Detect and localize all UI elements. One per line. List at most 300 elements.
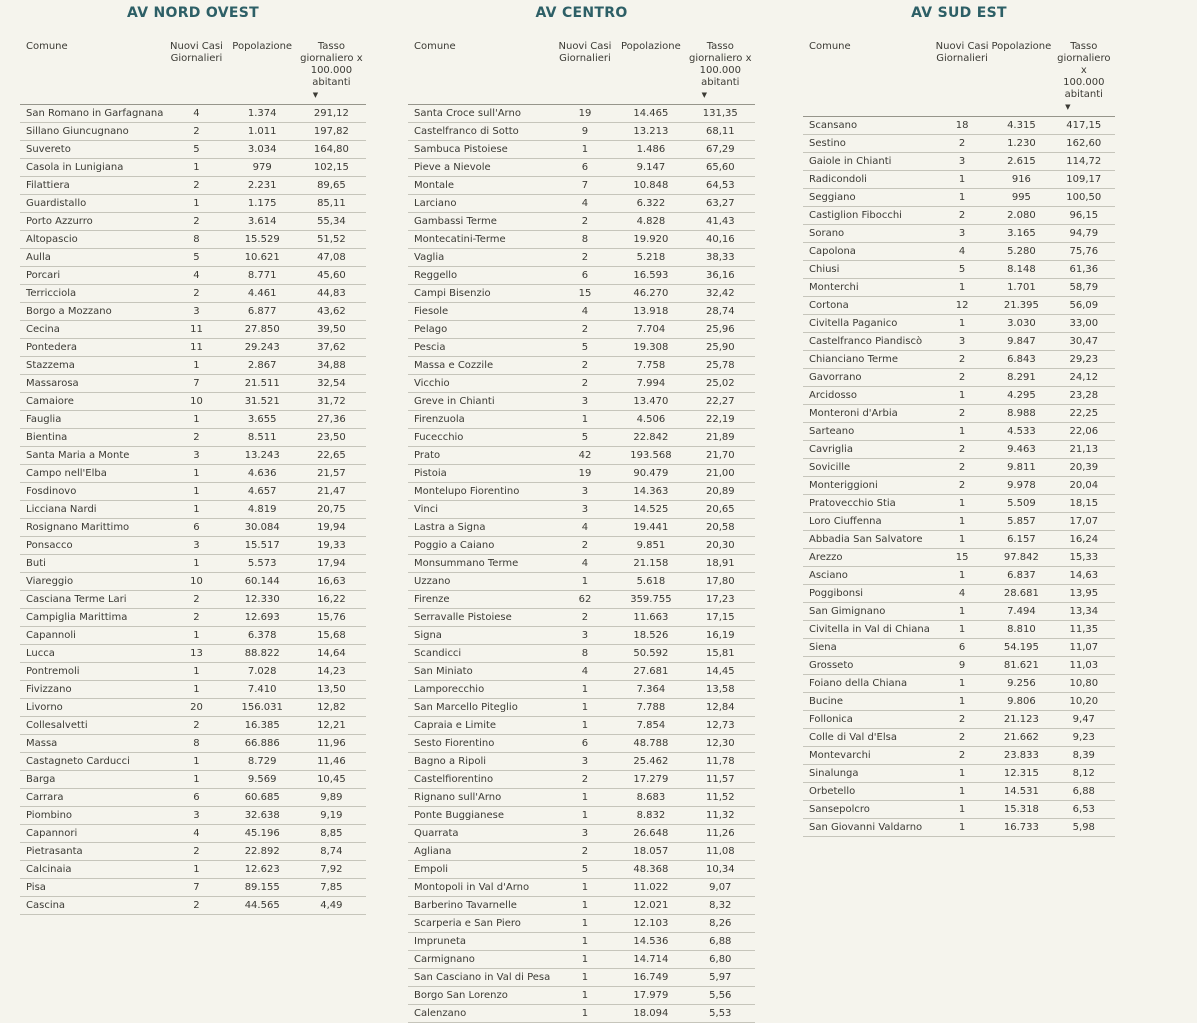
tasso-cell: 25,02 — [686, 375, 755, 393]
comune-cell: Viareggio — [20, 573, 165, 591]
popolazione-cell: 4.828 — [616, 213, 685, 231]
tasso-cell: 11,57 — [686, 771, 755, 789]
tasso-cell: 197,82 — [297, 123, 366, 141]
tasso-cell: 21,89 — [686, 429, 755, 447]
popolazione-cell: 8.148 — [990, 261, 1052, 279]
nuovi-casi-cell: 8 — [165, 231, 227, 249]
comune-cell: Sesto Fiorentino — [408, 735, 554, 753]
column-header-comune[interactable]: Comune — [20, 41, 165, 105]
popolazione-cell: 48.788 — [616, 735, 685, 753]
data-table — [803, 41, 1115, 837]
popolazione-cell: 16.749 — [616, 969, 685, 987]
tasso-cell: 13,58 — [686, 681, 755, 699]
comune-cell: Altopascio — [20, 231, 165, 249]
comune-cell: Civitella Paganico — [803, 315, 934, 333]
nuovi-casi-cell: 1 — [934, 675, 990, 693]
nuovi-casi-cell: 1 — [165, 411, 227, 429]
popolazione-cell: 16.593 — [616, 267, 685, 285]
header-line: 100.000 — [1063, 77, 1105, 88]
tasso-cell: 20,65 — [686, 501, 755, 519]
comune-cell: Serravalle Pistoiese — [408, 609, 554, 627]
table-row — [408, 213, 755, 231]
popolazione-cell: 8.729 — [228, 753, 297, 771]
column-header-nuovi-casi[interactable] — [934, 41, 990, 117]
comune-cell: Ponsacco — [20, 537, 165, 555]
nuovi-casi-cell: 2 — [934, 747, 990, 765]
comune-cell: Campo nell'Elba — [20, 465, 165, 483]
nuovi-casi-cell: 1 — [934, 315, 990, 333]
comune-cell: Livorno — [20, 699, 165, 717]
table-body — [20, 105, 366, 915]
nuovi-casi-cell: 2 — [165, 717, 227, 735]
table-row — [408, 321, 755, 339]
popolazione-cell: 13.243 — [228, 447, 297, 465]
nuovi-casi-cell: 6 — [554, 159, 616, 177]
nuovi-casi-cell: 2 — [554, 321, 616, 339]
table-row — [20, 591, 366, 609]
table-row — [408, 951, 755, 969]
comune-cell: Massa e Cozzile — [408, 357, 554, 375]
popolazione-cell: 4.533 — [990, 423, 1052, 441]
column-header-tasso[interactable] — [686, 41, 755, 105]
table-row — [20, 159, 366, 177]
nuovi-casi-cell: 1 — [554, 699, 616, 717]
popolazione-cell: 23.833 — [990, 747, 1052, 765]
comune-cell: Massa — [20, 735, 165, 753]
popolazione-cell: 4.506 — [616, 411, 685, 429]
comune-cell: Castelfiorentino — [408, 771, 554, 789]
table-row — [408, 879, 755, 897]
popolazione-cell: 4.295 — [990, 387, 1052, 405]
table-row — [803, 711, 1115, 729]
nuovi-casi-cell: 1 — [934, 621, 990, 639]
table-row — [20, 429, 366, 447]
popolazione-cell: 21.123 — [990, 711, 1052, 729]
table-row — [408, 843, 755, 861]
comune-cell: Monteroni d'Arbia — [803, 405, 934, 423]
nuovi-casi-cell: 1 — [554, 141, 616, 159]
nuovi-casi-cell: 2 — [934, 135, 990, 153]
nuovi-casi-cell: 3 — [554, 627, 616, 645]
nuovi-casi-cell: 2 — [554, 213, 616, 231]
comune-cell: Monterchi — [803, 279, 934, 297]
header-line: giornaliero x — [689, 53, 752, 64]
nuovi-casi-cell: 9 — [554, 123, 616, 141]
comune-cell: Pontremoli — [20, 663, 165, 681]
popolazione-cell: 7.028 — [228, 663, 297, 681]
popolazione-cell: 1.701 — [990, 279, 1052, 297]
comune-cell: Aulla — [20, 249, 165, 267]
nuovi-casi-cell: 3 — [934, 333, 990, 351]
popolazione-cell: 5.280 — [990, 243, 1052, 261]
nuovi-casi-cell: 1 — [934, 423, 990, 441]
tasso-cell: 8,39 — [1053, 747, 1115, 765]
comune-cell: Castiglion Fibocchi — [803, 207, 934, 225]
popolazione-cell: 916 — [990, 171, 1052, 189]
comune-cell: Carmignano — [408, 951, 554, 969]
popolazione-cell: 5.618 — [616, 573, 685, 591]
comune-cell: Gambassi Terme — [408, 213, 554, 231]
popolazione-cell: 7.364 — [616, 681, 685, 699]
table-row — [408, 249, 755, 267]
comune-cell: Prato — [408, 447, 554, 465]
nuovi-casi-cell: 4 — [554, 195, 616, 213]
table-row — [408, 501, 755, 519]
column-header-nuovi-casi[interactable] — [165, 41, 227, 105]
comune-cell: Camaiore — [20, 393, 165, 411]
nuovi-casi-cell: 8 — [554, 645, 616, 663]
table-row — [20, 537, 366, 555]
header-line: Giornalieri — [170, 53, 223, 64]
sort-desc-icon[interactable]: ▼ — [312, 91, 319, 99]
table-row — [408, 627, 755, 645]
nuovi-casi-cell: 1 — [165, 861, 227, 879]
table-row — [408, 105, 755, 123]
tasso-cell: 96,15 — [1053, 207, 1115, 225]
nuovi-casi-cell: 2 — [934, 459, 990, 477]
popolazione-cell: 3.034 — [228, 141, 297, 159]
comune-cell: Grosseto — [803, 657, 934, 675]
tasso-cell: 131,35 — [686, 105, 755, 123]
header-line: abitanti — [1064, 89, 1103, 100]
popolazione-cell: 5.218 — [616, 249, 685, 267]
popolazione-cell: 9.811 — [990, 459, 1052, 477]
nuovi-casi-cell: 5 — [165, 141, 227, 159]
nuovi-casi-cell: 5 — [554, 429, 616, 447]
nuovi-casi-cell: 1 — [165, 663, 227, 681]
table-row — [408, 159, 755, 177]
nuovi-casi-cell: 2 — [165, 123, 227, 141]
popolazione-cell: 12.315 — [990, 765, 1052, 783]
table-row — [20, 177, 366, 195]
nuovi-casi-cell: 19 — [554, 105, 616, 123]
nuovi-casi-cell: 5 — [165, 249, 227, 267]
table-row — [803, 225, 1115, 243]
comune-cell: Scarperia e San Piero — [408, 915, 554, 933]
comune-cell: Monteriggioni — [803, 477, 934, 495]
tasso-cell: 36,16 — [686, 267, 755, 285]
column-header-comune[interactable]: Comune — [803, 41, 934, 117]
table-row — [803, 765, 1115, 783]
nuovi-casi-cell: 1 — [165, 465, 227, 483]
comune-cell: Poggio a Caiano — [408, 537, 554, 555]
popolazione-cell: 9.978 — [990, 477, 1052, 495]
table-av-sud-est — [803, 0, 1115, 837]
popolazione-cell: 10.621 — [228, 249, 297, 267]
table-row — [20, 483, 366, 501]
table-row — [408, 393, 755, 411]
popolazione-cell: 9.847 — [990, 333, 1052, 351]
table-av-centro — [408, 0, 755, 1023]
comune-cell: Cavriglia — [803, 441, 934, 459]
comune-cell: Monsummano Terme — [408, 555, 554, 573]
table-row — [408, 267, 755, 285]
table-row — [803, 477, 1115, 495]
table-row — [408, 897, 755, 915]
sort-desc-icon[interactable]: ▼ — [1065, 103, 1071, 111]
nuovi-casi-cell: 5 — [554, 861, 616, 879]
nuovi-casi-cell: 3 — [165, 537, 227, 555]
table-row — [408, 465, 755, 483]
popolazione-cell: 12.693 — [228, 609, 297, 627]
table-row — [20, 375, 366, 393]
nuovi-casi-cell: 8 — [165, 735, 227, 753]
table-body — [803, 117, 1115, 837]
comune-cell: Lastra a Signa — [408, 519, 554, 537]
table-row — [803, 333, 1115, 351]
table-row — [803, 405, 1115, 423]
column-header-popolazione[interactable]: Popolazione — [616, 41, 685, 105]
comune-cell: Porcari — [20, 267, 165, 285]
popolazione-cell: 13.918 — [616, 303, 685, 321]
table-row — [20, 339, 366, 357]
tasso-cell: 11,46 — [297, 753, 366, 771]
popolazione-cell: 81.621 — [990, 657, 1052, 675]
comune-cell: Fivizzano — [20, 681, 165, 699]
comune-cell: Sorano — [803, 225, 934, 243]
tasso-cell: 8,74 — [297, 843, 366, 861]
tasso-cell: 24,12 — [1053, 369, 1115, 387]
popolazione-cell: 48.368 — [616, 861, 685, 879]
table-row — [20, 393, 366, 411]
header-line: Giornalieri — [936, 53, 988, 64]
column-header-tasso[interactable] — [297, 41, 366, 105]
table-row — [20, 321, 366, 339]
popolazione-cell: 50.592 — [616, 645, 685, 663]
table-row — [20, 105, 366, 123]
tasso-cell: 8,26 — [686, 915, 755, 933]
popolazione-cell: 14.525 — [616, 501, 685, 519]
tasso-cell: 9,47 — [1053, 711, 1115, 729]
tasso-cell: 58,79 — [1053, 279, 1115, 297]
nuovi-casi-cell: 7 — [554, 177, 616, 195]
tasso-cell: 13,95 — [1053, 585, 1115, 603]
nuovi-casi-cell: 12 — [934, 297, 990, 315]
comune-cell: Firenzuola — [408, 411, 554, 429]
comune-cell: San Miniato — [408, 663, 554, 681]
nuovi-casi-cell: 15 — [934, 549, 990, 567]
tasso-cell: 68,11 — [686, 123, 755, 141]
tasso-cell: 9,23 — [1053, 729, 1115, 747]
nuovi-casi-cell: 11 — [165, 321, 227, 339]
column-header-tasso[interactable] — [1053, 41, 1115, 117]
comune-cell: Agliana — [408, 843, 554, 861]
tasso-cell: 75,76 — [1053, 243, 1115, 261]
table-row — [803, 603, 1115, 621]
table-row — [408, 969, 755, 987]
nuovi-casi-cell: 4 — [554, 663, 616, 681]
nuovi-casi-cell: 1 — [554, 789, 616, 807]
nuovi-casi-cell: 1 — [934, 513, 990, 531]
popolazione-cell: 19.308 — [616, 339, 685, 357]
table-row — [803, 783, 1115, 801]
tasso-cell: 56,09 — [1053, 297, 1115, 315]
popolazione-cell: 4.819 — [228, 501, 297, 519]
nuovi-casi-cell: 1 — [554, 951, 616, 969]
table-row — [408, 807, 755, 825]
nuovi-casi-cell: 19 — [554, 465, 616, 483]
tasso-cell: 20,04 — [1053, 477, 1115, 495]
tasso-cell: 19,33 — [297, 537, 366, 555]
nuovi-casi-cell: 8 — [554, 231, 616, 249]
tasso-cell: 64,53 — [686, 177, 755, 195]
tasso-cell: 11,32 — [686, 807, 755, 825]
popolazione-cell: 6.877 — [228, 303, 297, 321]
popolazione-cell: 15.529 — [228, 231, 297, 249]
popolazione-cell: 45.196 — [228, 825, 297, 843]
tasso-cell: 16,63 — [297, 573, 366, 591]
nuovi-casi-cell: 1 — [165, 357, 227, 375]
comune-cell: Montopoli in Val d'Arno — [408, 879, 554, 897]
table-row — [408, 123, 755, 141]
table-row — [20, 825, 366, 843]
table-row — [803, 459, 1115, 477]
comune-cell: Montecatini-Terme — [408, 231, 554, 249]
popolazione-cell: 5.509 — [990, 495, 1052, 513]
table-row — [803, 387, 1115, 405]
tasso-cell: 12,30 — [686, 735, 755, 753]
tasso-cell: 31,72 — [297, 393, 366, 411]
popolazione-cell: 3.614 — [228, 213, 297, 231]
column-header-popolazione[interactable]: Popolazione — [228, 41, 297, 105]
tasso-cell: 11,08 — [686, 843, 755, 861]
nuovi-casi-cell: 15 — [554, 285, 616, 303]
tasso-cell: 6,88 — [1053, 783, 1115, 801]
tasso-cell: 11,03 — [1053, 657, 1115, 675]
tasso-cell: 6,80 — [686, 951, 755, 969]
popolazione-cell: 7.854 — [616, 717, 685, 735]
table-row — [20, 735, 366, 753]
comune-cell: Vaglia — [408, 249, 554, 267]
popolazione-cell: 97.842 — [990, 549, 1052, 567]
comune-cell: Montelupo Fiorentino — [408, 483, 554, 501]
table-row — [803, 207, 1115, 225]
popolazione-cell: 6.843 — [990, 351, 1052, 369]
nuovi-casi-cell: 2 — [165, 213, 227, 231]
nuovi-casi-cell: 4 — [554, 555, 616, 573]
comune-cell: Sansepolcro — [803, 801, 934, 819]
comune-cell: Sestino — [803, 135, 934, 153]
comune-cell: San Casciano in Val di Pesa — [408, 969, 554, 987]
tasso-cell: 23,50 — [297, 429, 366, 447]
table-row — [20, 609, 366, 627]
table-row — [803, 819, 1115, 837]
table-row — [408, 645, 755, 663]
popolazione-cell: 44.565 — [228, 897, 297, 915]
comune-cell: Chianciano Terme — [803, 351, 934, 369]
popolazione-cell: 12.103 — [616, 915, 685, 933]
tasso-cell: 10,20 — [1053, 693, 1115, 711]
comune-cell: Radicondoli — [803, 171, 934, 189]
popolazione-cell: 9.256 — [990, 675, 1052, 693]
popolazione-cell: 5.573 — [228, 555, 297, 573]
tasso-cell: 12,84 — [686, 699, 755, 717]
nuovi-casi-cell: 1 — [554, 897, 616, 915]
nuovi-casi-cell: 2 — [165, 177, 227, 195]
popolazione-cell: 1.374 — [228, 105, 297, 123]
tasso-cell: 20,30 — [686, 537, 755, 555]
comune-cell: Larciano — [408, 195, 554, 213]
comune-cell: Carrara — [20, 789, 165, 807]
comune-cell: Poggibonsi — [803, 585, 934, 603]
table-row — [408, 861, 755, 879]
tasso-cell: 21,00 — [686, 465, 755, 483]
tasso-cell: 17,07 — [1053, 513, 1115, 531]
tasso-cell: 19,94 — [297, 519, 366, 537]
popolazione-cell: 14.714 — [616, 951, 685, 969]
popolazione-cell: 13.213 — [616, 123, 685, 141]
popolazione-cell: 2.867 — [228, 357, 297, 375]
popolazione-cell: 7.410 — [228, 681, 297, 699]
nuovi-casi-cell: 2 — [934, 441, 990, 459]
comune-cell: San Romano in Garfagnana — [20, 105, 165, 123]
popolazione-cell: 27.681 — [616, 663, 685, 681]
table-row — [408, 537, 755, 555]
comune-cell: Scansano — [803, 117, 934, 135]
table-row — [803, 693, 1115, 711]
comune-cell: Abbadia San Salvatore — [803, 531, 934, 549]
nuovi-casi-cell: 5 — [554, 339, 616, 357]
nuovi-casi-cell: 3 — [554, 825, 616, 843]
comune-cell: Castagneto Carducci — [20, 753, 165, 771]
popolazione-cell: 8.988 — [990, 405, 1052, 423]
table-row — [20, 231, 366, 249]
nuovi-casi-cell: 2 — [554, 249, 616, 267]
popolazione-cell: 995 — [990, 189, 1052, 207]
comune-cell: Sarteano — [803, 423, 934, 441]
tasso-cell: 21,13 — [1053, 441, 1115, 459]
nuovi-casi-cell: 1 — [554, 1005, 616, 1023]
table-row — [803, 657, 1115, 675]
table-row — [20, 645, 366, 663]
popolazione-cell: 12.330 — [228, 591, 297, 609]
comune-cell: Quarrata — [408, 825, 554, 843]
nuovi-casi-cell: 10 — [165, 573, 227, 591]
tasso-cell: 22,19 — [686, 411, 755, 429]
popolazione-cell: 29.243 — [228, 339, 297, 357]
table-row — [20, 285, 366, 303]
comune-cell: San Giovanni Valdarno — [803, 819, 934, 837]
table-row — [20, 213, 366, 231]
nuovi-casi-cell: 1 — [554, 933, 616, 951]
data-table — [20, 41, 366, 915]
column-header-comune[interactable]: Comune — [408, 41, 554, 105]
comune-cell: Sambuca Pistoiese — [408, 141, 554, 159]
column-header-nuovi-casi[interactable] — [554, 41, 616, 105]
comune-cell: Suvereto — [20, 141, 165, 159]
nuovi-casi-cell: 18 — [934, 117, 990, 135]
tasso-cell: 89,65 — [297, 177, 366, 195]
tasso-cell: 14,45 — [686, 663, 755, 681]
table-row — [803, 747, 1115, 765]
header-line: Tasso — [706, 41, 734, 52]
comune-cell: Loro Ciuffenna — [803, 513, 934, 531]
tasso-cell: 114,72 — [1053, 153, 1115, 171]
comune-cell: Castelfranco Piandiscò — [803, 333, 934, 351]
comune-cell: Fiesole — [408, 303, 554, 321]
table-row — [803, 423, 1115, 441]
table-row — [408, 987, 755, 1005]
nuovi-casi-cell: 4 — [554, 303, 616, 321]
comune-cell: Campiglia Marittima — [20, 609, 165, 627]
sort-desc-icon[interactable]: ▼ — [701, 91, 707, 99]
table-row — [408, 663, 755, 681]
table-row — [803, 189, 1115, 207]
popolazione-cell: 7.494 — [990, 603, 1052, 621]
table-row — [408, 699, 755, 717]
column-header-popolazione[interactable]: Popolazione — [990, 41, 1052, 117]
table-row — [408, 573, 755, 591]
